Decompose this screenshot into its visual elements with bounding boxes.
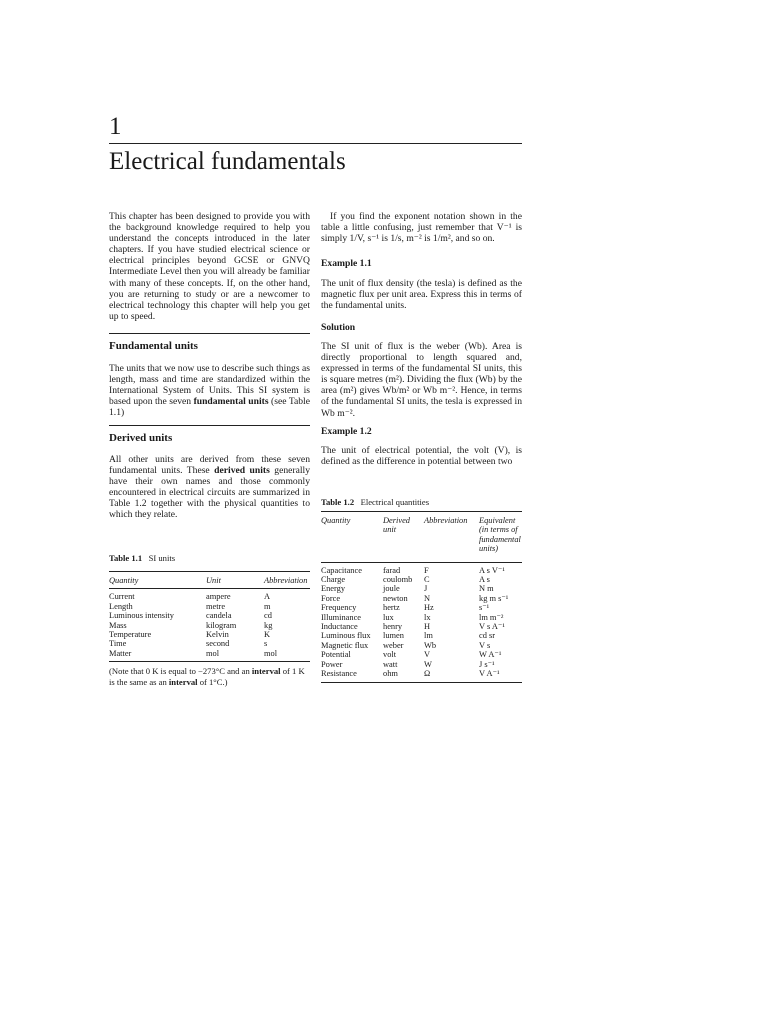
section-heading: Fundamental units bbox=[109, 340, 198, 352]
solution bbox=[321, 322, 522, 419]
chapter-number: 1 bbox=[109, 113, 122, 140]
table-row: Force newton N kg m s⁻¹ bbox=[321, 593, 509, 603]
table-row: Time second s bbox=[109, 639, 268, 649]
fundamental-units-paragraph: The units that we now use to describe such things as length, mass and time are standardized within the International System of Units. This SI system is based upon the seven fundamental units (see Table 1.1) bbox=[109, 363, 310, 419]
si-units-table bbox=[109, 571, 310, 662]
column-header: Unit bbox=[206, 572, 264, 589]
example-text: The unit of electrical potential, the volt (V), is defined as the difference in potential between two bbox=[321, 445, 522, 468]
example-1-2 bbox=[321, 426, 522, 467]
table-caption: Table 1.2 Electrical quantities bbox=[321, 497, 430, 507]
table-row: Current ampere A bbox=[109, 592, 271, 602]
example-text: The unit of flux density (the tesla) is defined as the magnetic flux per unit area. Express this in terms of the fundamental units. bbox=[321, 278, 522, 312]
table-row: Frequency hertz Hz s⁻¹ bbox=[321, 603, 490, 613]
bold-term: derived units bbox=[214, 465, 270, 477]
example-1-1 bbox=[321, 258, 522, 311]
column-header: Quantity bbox=[109, 572, 206, 589]
column-header: Quantity bbox=[321, 512, 383, 563]
chapter-title: Electrical fundamentals bbox=[109, 148, 346, 175]
table-row: Matter mol mol bbox=[109, 649, 310, 662]
section-rule bbox=[109, 333, 310, 334]
table-row: Temperature Kelvin K bbox=[109, 630, 271, 640]
table-note: (Note that 0 K is equal to −273°C and an interval of 1 K is the same as an interval of 1°C.) bbox=[109, 666, 305, 687]
column-header: Abbreviation bbox=[264, 572, 310, 589]
solution-text: The SI unit of flux is the weber (Wb). Area is directly proportional to length squared and, expressed in terms of the fundamental SI units, this is square metres (m²). Dividing the flux (Wb) by the area (m²) gives Wb/m² or Wb m⁻². Hence, in terms of the fundamental SI units, the tesla is expressed in Wb m⁻². bbox=[321, 341, 522, 419]
table-row: Energy joule J N m bbox=[321, 584, 494, 594]
table-row: Inductance henry H V s A⁻¹ bbox=[321, 622, 505, 632]
example-heading: Example 1.1 bbox=[321, 258, 372, 269]
title-rule bbox=[109, 143, 522, 144]
section-heading: Derived units bbox=[109, 432, 173, 444]
column-header: Derived unit bbox=[383, 512, 424, 563]
table-row: Capacitance farad F A s V⁻¹ bbox=[321, 565, 505, 575]
section-rule bbox=[109, 425, 310, 426]
table-row: Power watt W J s⁻¹ bbox=[321, 659, 495, 669]
table-1-1 bbox=[109, 553, 310, 687]
intro-paragraph: This chapter has been designed to provide you with the background knowledge required to help you understand the concepts introduced in the later chapters. If you have studied electrical science or electrical principles beyond GCSE or GNVQ Intermediate Level then you will already be familiar with many of these concepts. If, on the other hand, you are returning to study or are a newcomer to electrical technology this chapter will help you get up to speed. bbox=[109, 211, 310, 322]
bold-term: fundamental units bbox=[193, 396, 269, 408]
derived-units-section bbox=[109, 425, 310, 521]
table-row: Length metre m bbox=[109, 601, 271, 611]
derived-units-paragraph: All other units are derived from these seven fundamental units. These derived units generally have their own names and those commonly encountered in electrical circuits are summarized in Table 1.2 together with the physical quantities to which they relate. bbox=[109, 454, 310, 521]
electrical-quantities-table bbox=[321, 511, 522, 683]
fundamental-units-section bbox=[109, 333, 310, 418]
table-caption: Table 1.1 SI units bbox=[109, 553, 176, 563]
table-row: Resistance ohm Ω V A⁻¹ bbox=[321, 669, 522, 682]
table-row: Potential volt V W A⁻¹ bbox=[321, 650, 502, 660]
table-row: Illuminance lux lx lm m⁻² bbox=[321, 612, 504, 622]
exponent-paragraph: If you find the exponent notation shown in the table a little confusing, just remember that V⁻¹ is simply 1/V, s⁻¹ is 1/s, m⁻² is 1/m², and so on. bbox=[321, 211, 522, 245]
column-header: Abbreviation bbox=[424, 512, 479, 563]
column-header: Equivalent (in terms of fundamental units) bbox=[479, 512, 522, 563]
solution-heading: Solution bbox=[321, 322, 356, 333]
table-row: Magnetic flux weber Wb V s bbox=[321, 640, 491, 650]
table-row: Mass kilogram kg bbox=[109, 620, 273, 630]
table-row: Luminous intensity candela cd bbox=[109, 611, 272, 621]
table-row: Luminous flux lumen lm cd sr bbox=[321, 631, 496, 641]
example-heading: Example 1.2 bbox=[321, 426, 372, 437]
table-row: Charge coulomb C A s bbox=[321, 575, 490, 585]
table-1-2 bbox=[321, 497, 522, 683]
